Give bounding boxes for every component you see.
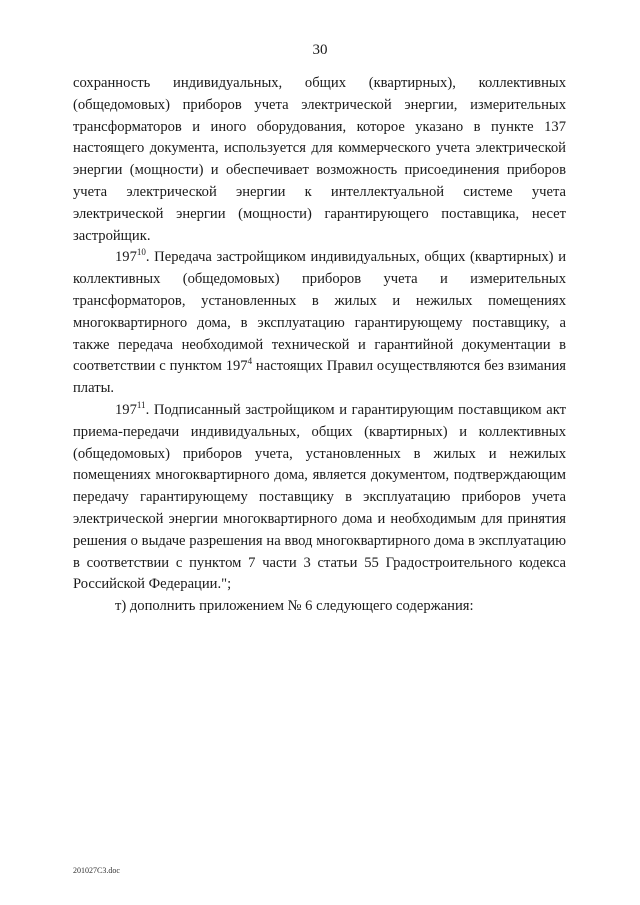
paragraph-text-end: настоящих Правил осуществляются без взимания платы.: [73, 358, 566, 397]
clause-number: 197: [115, 249, 137, 266]
paragraph-text: . Передача застройщиком индивидуальных, общих (квартирных) и коллективных (общедомовых) приборов учета и измерительных трансформаторов, установленных в жилых и нежилых помещениях многоквартирного дома, в эксплуатацию гарантирующему поставщику, а также передача необходимой технической и гарантийной документации в соответствии с пунктом: [73, 249, 566, 375]
clause-number-superscript: 10: [136, 247, 146, 258]
page-number: 30: [312, 42, 328, 58]
paragraph-amendment-t: т) дополнить приложением № 6 следующего содержания:: [115, 598, 474, 615]
paragraph-continuation: сохранность индивидуальных, общих (квартирных), коллективных (общедомовых) приборов учета электрической энергии, измерительных трансформаторов и иного оборудования, которое указано в пункте 137 настоящего документа, используется для коммерческого учета электрической энергии (мощности) и обеспечивает возможность присоединения приборов учета электрической энергии к интеллектуальной системе учета электрической энергии (мощности) гарантирующего поставщика, несет застройщик.: [73, 75, 566, 244]
footer-file-name: 201027C3.doc: [73, 866, 120, 875]
document-body: [73, 73, 566, 618]
clause-reference-superscript: 4: [247, 356, 253, 367]
clause-number-superscript: 11: [136, 400, 146, 411]
paragraph-197-11: [73, 400, 566, 596]
clause-reference: 197: [225, 358, 248, 375]
paragraph-197-10: [73, 247, 566, 400]
paragraph-text: . Подписанный застройщиком и гарантирующим поставщиком акт приема-передачи индивидуальных, общих (квартирных) и коллективных (общедомовых) приборов учета, установленных в жилых и нежилых помещениях многоквартирного дома, является документом, подтверждающим передачу гарантирующему поставщику в эксплуатацию приборов учета электрической энергии многоквартирного дома и необходимым для принятия решения о выдаче разрешения на ввод многоквартирного дома в эксплуатацию в соответствии с пунктом 7 части 3 статьи 55 Градостроительного кодекса Российской Федерации.";: [73, 401, 566, 593]
clause-number: 197: [115, 401, 137, 418]
